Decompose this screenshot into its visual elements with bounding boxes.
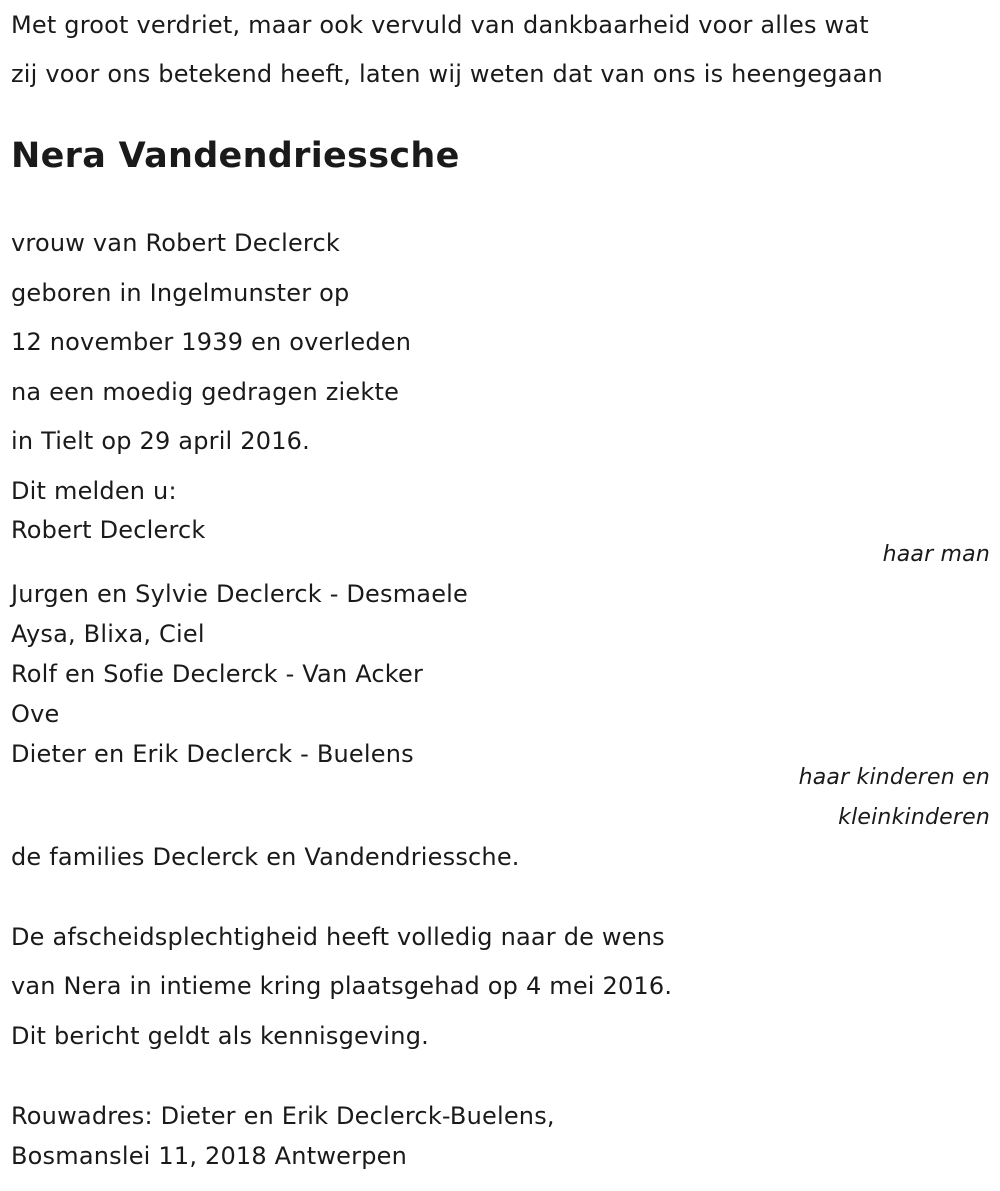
ceremony-line-3: Dit bericht geldt als kennisgeving. xyxy=(11,1022,429,1050)
ceremony-line-2: van Nera in intieme kring plaatsgehad op 4 mei 2016. xyxy=(11,972,673,1000)
children-line-4: Ove xyxy=(11,700,60,728)
ceremony-line-1: De afscheidsplechtigheid heeft volledig naar de wens xyxy=(11,923,665,951)
spouse-role: haar man xyxy=(882,542,990,567)
intro-line-1: Met groot verdriet, maar ook vervuld van dankbaarheid voor alles wat xyxy=(11,11,869,39)
bio-line-5: in Tielt op 29 april 2016. xyxy=(11,427,310,455)
children-line-3: Rolf en Sofie Declerck - Van Acker xyxy=(11,660,424,688)
deceased-name: Nera Vandendriessche xyxy=(11,136,460,176)
children-role-line-2: kleinkinderen xyxy=(838,805,990,830)
children-line-1: Jurgen en Sylvie Declerck - Desmaele xyxy=(11,580,469,608)
bio-line-1: vrouw van Robert Declerck xyxy=(11,229,340,257)
bio-line-2: geboren in Ingelmunster op xyxy=(11,279,350,307)
bio-line-3: 12 november 1939 en overleden xyxy=(11,328,412,356)
children-line-5: Dieter en Erik Declerck - Buelens xyxy=(11,740,414,768)
families-line: de families Declerck en Vandendriessche. xyxy=(11,843,520,871)
children-line-2: Aysa, Blixa, Ciel xyxy=(11,620,205,648)
announced-by-label: Dit melden u: xyxy=(11,477,177,505)
bio-line-4: na een moedig gedragen ziekte xyxy=(11,378,400,406)
spouse-name: Robert Declerck xyxy=(11,516,206,544)
address-line-1: Rouwadres: Dieter en Erik Declerck-Buelens, xyxy=(11,1102,555,1130)
children-role-line-1: haar kinderen en xyxy=(798,765,990,790)
intro-line-2: zij voor ons betekend heeft, laten wij weten dat van ons is heengegaan xyxy=(11,60,883,88)
address-line-2: Bosmanslei 11, 2018 Antwerpen xyxy=(11,1142,407,1170)
